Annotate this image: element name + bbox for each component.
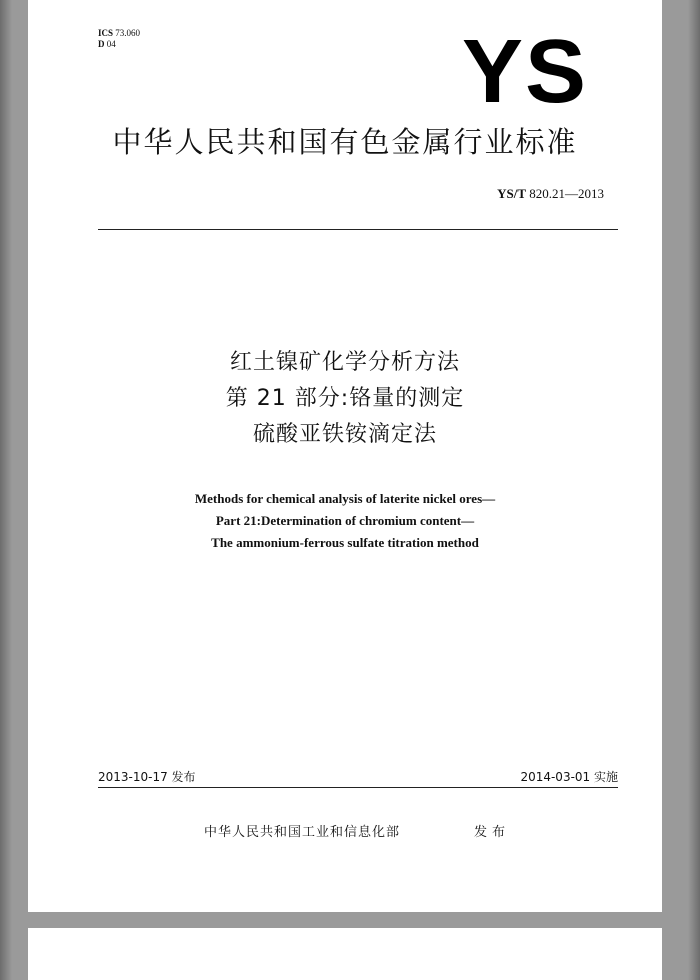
document-page-1	[28, 0, 662, 912]
standard-prefix: YS/T	[497, 186, 526, 201]
ccs-label: D	[98, 39, 105, 49]
ics-code-line	[98, 28, 140, 39]
logo-text: YS	[462, 26, 588, 108]
organization-title: 中华人民共和国有色金属行业标准	[112, 125, 578, 159]
ccs-code-line	[98, 39, 140, 50]
english-title	[28, 488, 662, 554]
ccs-code: 04	[106, 39, 116, 49]
classification-codes	[98, 28, 140, 50]
header-divider	[98, 229, 618, 230]
ys-logo	[460, 26, 590, 108]
footer-divider	[98, 787, 618, 788]
standard-number	[497, 186, 604, 202]
issue-date: 2013-10-17 发布	[98, 770, 196, 784]
implementation-date: 2014-03-01 实施	[520, 770, 618, 784]
chinese-title	[28, 345, 662, 453]
chinese-title-line-3: 硫酸亚铁铵滴定法	[252, 422, 437, 447]
chinese-title-line-1: 红土镍矿化学分析方法	[229, 350, 460, 375]
english-title-line-3: The ammonium-ferrous sulfate titration method	[211, 535, 479, 550]
english-title-line-1: Methods for chemical analysis of laterite nickel ores—	[194, 491, 496, 506]
issuing-action: 发布	[474, 825, 511, 840]
chinese-title-line-2: 第 21 部分:铬量的测定	[225, 386, 465, 411]
ics-label: ICS	[98, 28, 114, 38]
issuing-authority: 中华人民共和国工业和信息化部	[204, 825, 401, 840]
standard-code: 820.21—2013	[529, 186, 604, 201]
ics-code: 73.060	[115, 28, 141, 38]
english-title-line-2: Part 21:Determination of chromium content—	[215, 513, 475, 528]
document-page-2	[28, 928, 662, 980]
